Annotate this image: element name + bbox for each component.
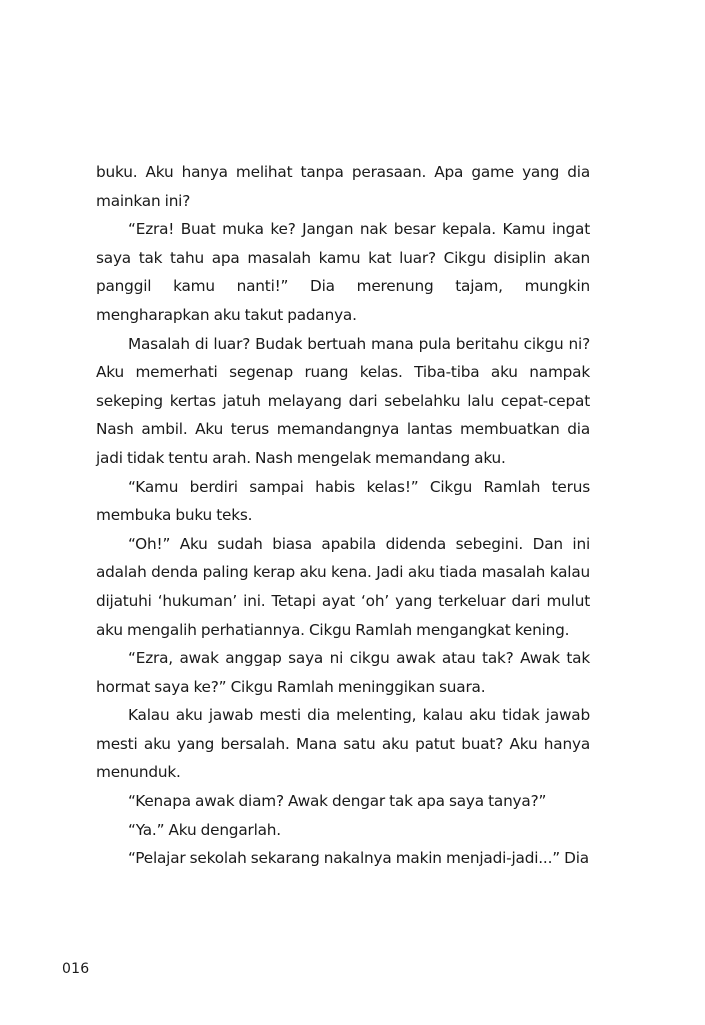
paragraph-7: Kalau aku jawab mesti dia melenting, kalau aku tidak jawab mesti aku yang bersalah. Mana satu aku patut buat? Aku hanya menunduk. [96, 706, 590, 782]
paragraph-5: “Oh!” Aku sudah biasa apabila didenda sebegini. Dan ini adalah denda paling kerap aku kena. Jadi aku tiada masalah kalau dijatuhi ‘hukuman’ ini. Tetapi ayat ‘oh’ yang terkeluar dari mulut aku mengalih perhatiannya. Cikgu Ramlah mengangkat kening. [96, 534, 590, 639]
paragraph-6: “Ezra, awak anggap saya ni cikgu awak atau tak? Awak tak hormat saya ke?” Cikgu Ramlah meninggikan suara. [96, 649, 590, 696]
paragraph-8: “Kenapa awak diam? Awak dengar tak apa saya tanya?” [128, 792, 547, 811]
page-number: 016 [62, 961, 90, 977]
paragraph-1: buku. Aku hanya melihat tanpa perasaan. Apa game yang dia mainkan ini? [96, 163, 590, 210]
paragraph-10: “Pelajar sekolah sekarang nakalnya makin menjadi-jadi...” Dia [128, 849, 589, 868]
paragraph-3: Masalah di luar? Budak bertuah mana pula beritahu cikgu ni? Aku memerhati segenap ruang kelas. Tiba-tiba aku nampak sekeping kertas jatuh melayang dari sebelahku lalu cepat-cepat Nash ambil. Aku terus memandangnya lantas membuatkan dia jadi tidak tentu arah. Nash mengelak memandang aku. [96, 334, 590, 467]
body-text [96, 158, 590, 873]
paragraph-9: “Ya.” Aku dengarlah. [128, 820, 281, 839]
paragraph-4: “Kamu berdiri sampai habis kelas!” Cikgu Ramlah terus membuka buku teks. [96, 477, 590, 525]
paragraph-2: “Ezra! Buat muka ke? Jangan nak besar kepala. Kamu ingat saya tak tahu apa masalah kamu kat luar? Cikgu disiplin akan panggil kamu nanti!” Dia merenung tajam, mungkin mengharapkan aku takut padanya. [96, 220, 590, 324]
